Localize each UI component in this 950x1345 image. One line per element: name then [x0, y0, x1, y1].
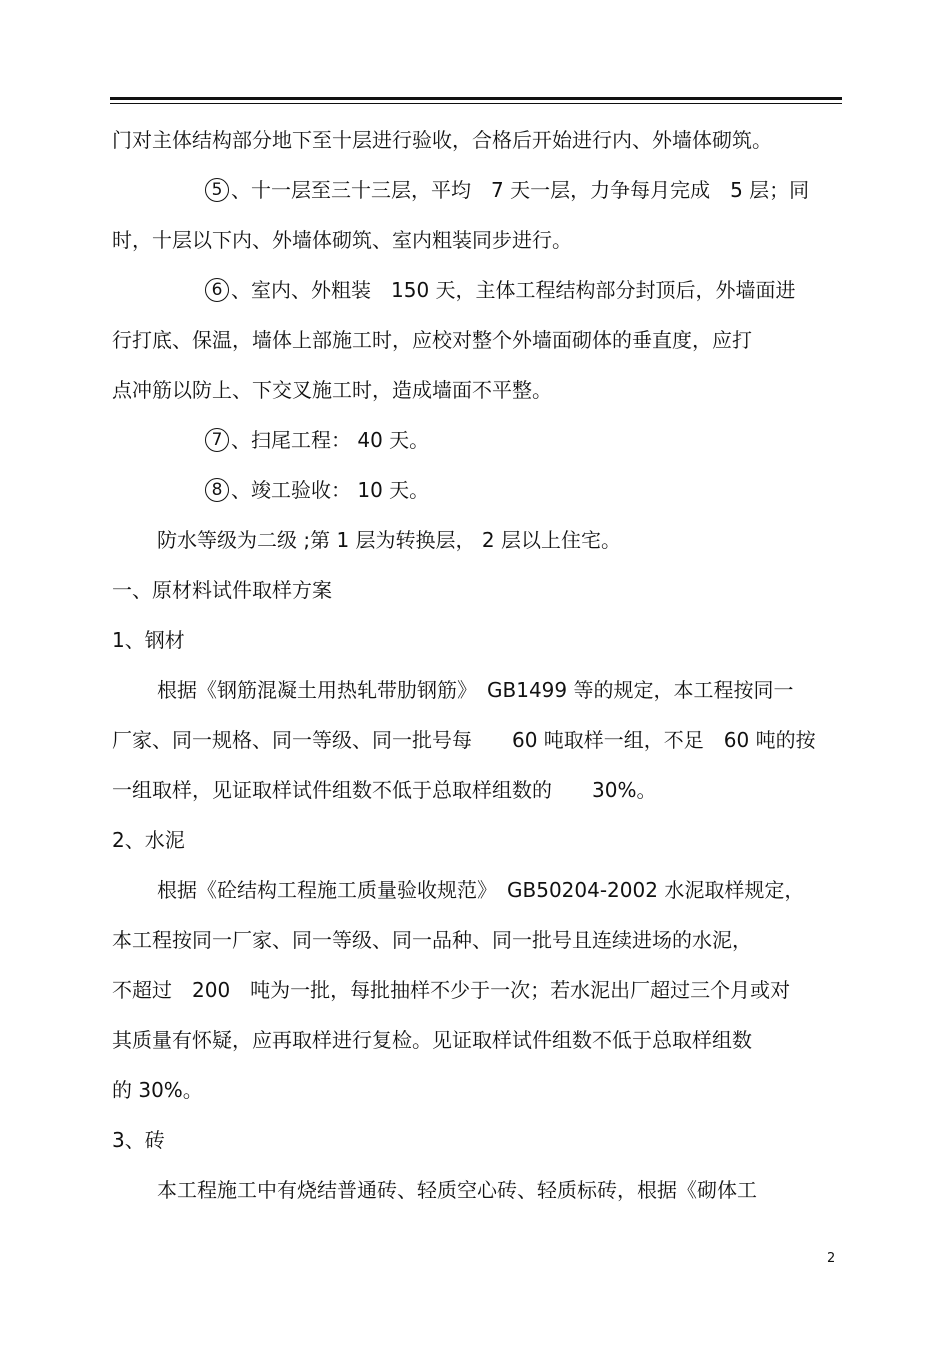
circled-number-marker: 5: [205, 178, 229, 202]
list-item-8: [205, 478, 429, 504]
text-line: 厂家、同一规格、同一等级、同一批号每 60 吨取样一组，不足 60 吨的按: [112, 728, 816, 752]
text-line: 、竣工验收： 10 天。: [231, 478, 430, 502]
text-line: 本工程按同一厂家、同一等级、同一品种、同一批号且连续进场的水泥，: [112, 928, 752, 952]
text-line: 其质量有怀疑，应再取样进行复检。见证取样试件组数不低于总取样组数: [112, 1028, 752, 1052]
circled-number-marker: 8: [205, 478, 229, 502]
text-line: 一组取样，见证取样试件组数不低于总取样组数的 30%。: [112, 778, 657, 802]
text-line: 不超过 200 吨为一批，每批抽样不少于一次；若水泥出厂超过三个月或对: [112, 978, 791, 1002]
text-line: 根据《砼结构工程施工质量验收规范》 GB50204-2002 水泥取样规定，: [157, 878, 805, 902]
text-line: 、室内、外粗装 150 天，主体工程结构部分封顶后，外墙面进: [231, 278, 796, 302]
list-item-7: [205, 428, 429, 454]
text-line: 、十一层至三十三层，平均 7 天一层，力争每月完成 5 层；同: [231, 178, 810, 202]
text-line: 点冲筋以防上、下交叉施工时，造成墙面不平整。: [112, 378, 552, 402]
subsection-heading: 2、水泥: [112, 828, 185, 852]
text-line: 根据《钢筋混凝土用热轧带肋钢筋》 GB1499 等的规定，本工程按同一: [157, 678, 794, 702]
text-line: 、扫尾工程： 40 天。: [231, 428, 430, 452]
circled-number-marker: 6: [205, 278, 229, 302]
list-item-6: [205, 278, 796, 304]
circled-number-marker: 7: [205, 428, 229, 452]
subsection-heading: 1、钢材: [112, 628, 185, 652]
text-line: 防水等级为二级 ;第 1 层为转换层， 2 层以上住宅。: [157, 528, 621, 552]
text-line: 时，十层以下内、外墙体砌筑、室内粗装同步进行。: [112, 228, 572, 252]
list-item-5: [205, 178, 809, 204]
page-number: 2: [827, 1251, 836, 1266]
section-heading: 一、原材料试件取样方案: [112, 578, 332, 602]
subsection-heading: 3、砖: [112, 1128, 165, 1152]
text-line: 行打底、保温，墙体上部施工时，应校对整个外墙面砌体的垂直度，应打: [112, 328, 752, 352]
text-line: 门对主体结构部分地下至十层进行验收，合格后开始进行内、外墙体砌筑。: [112, 128, 772, 152]
header-rule-thick: [110, 97, 842, 100]
text-line: 本工程施工中有烧结普通砖、轻质空心砖、轻质标砖，根据《砌体工: [157, 1178, 757, 1202]
text-line: 的 30%。: [112, 1078, 203, 1102]
header-rule-thin: [110, 103, 842, 104]
